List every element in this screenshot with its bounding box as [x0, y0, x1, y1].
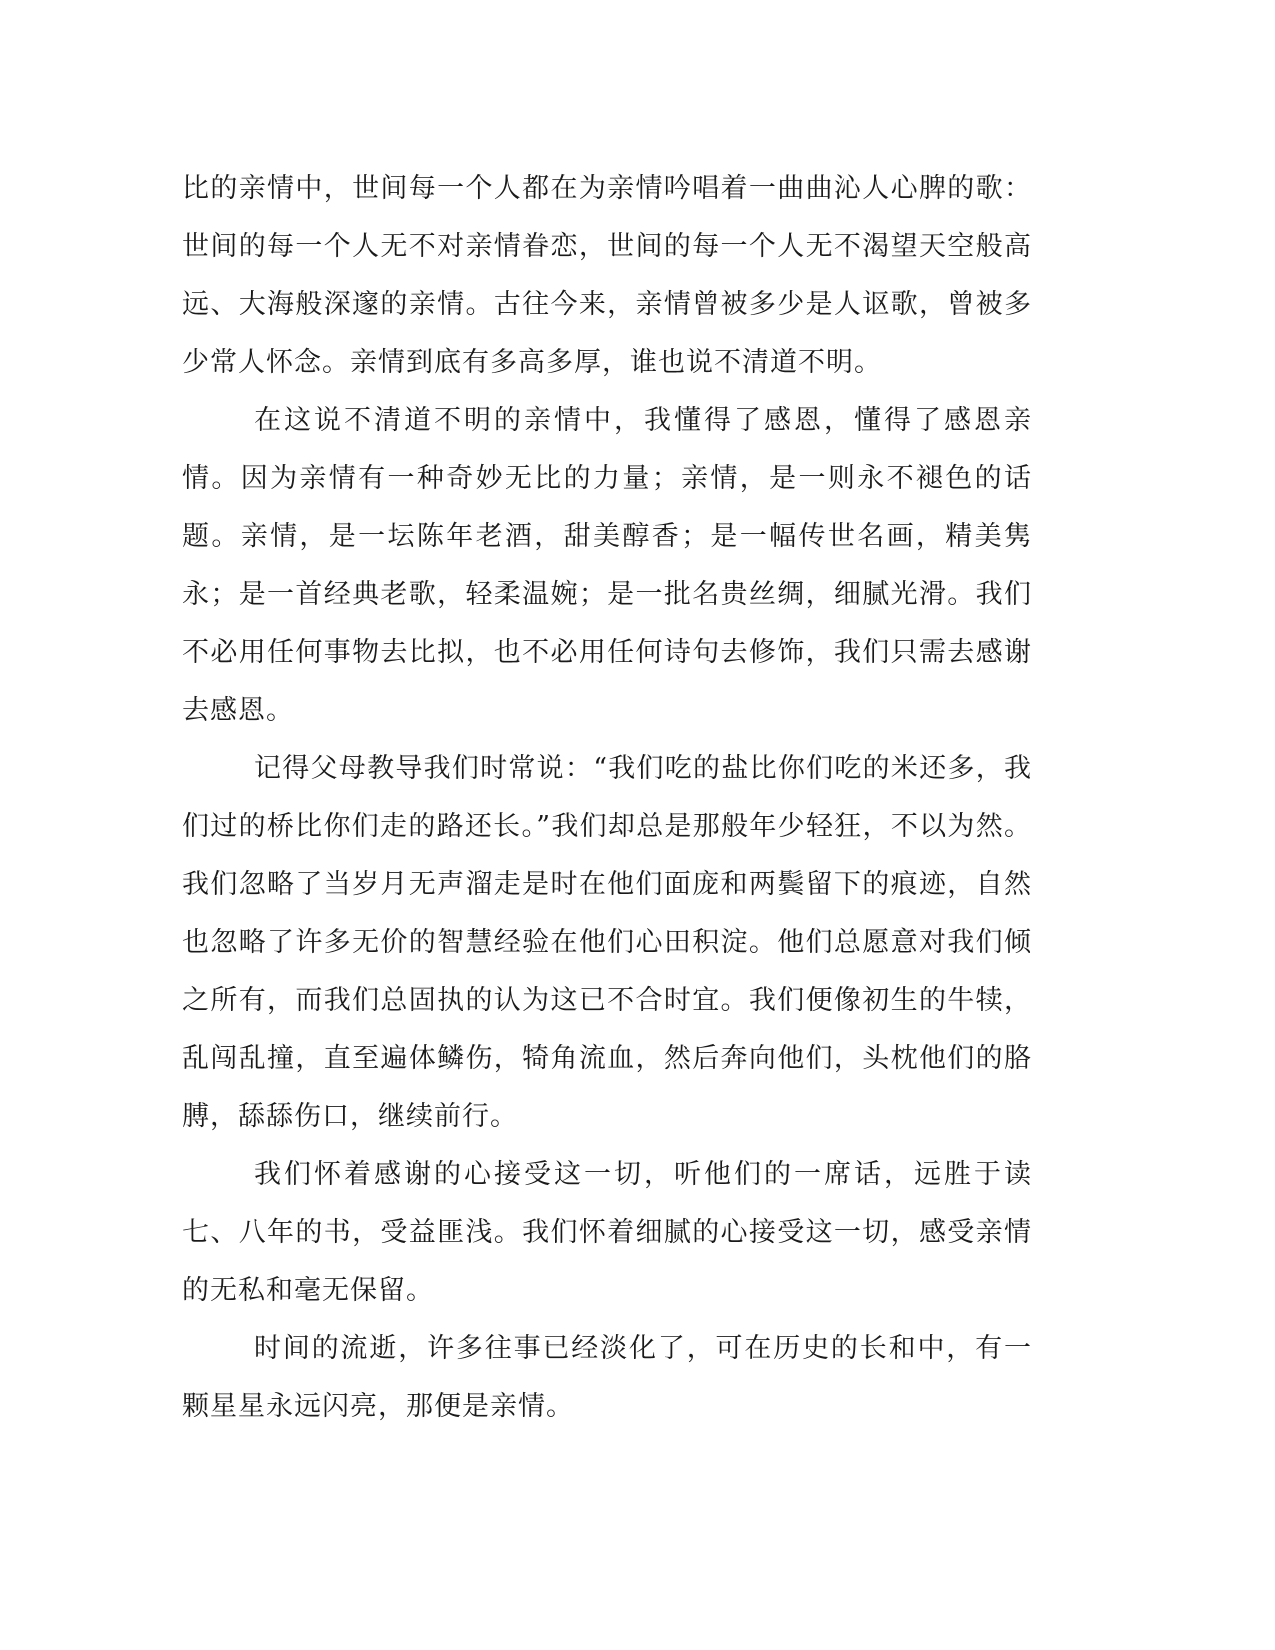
paragraph-2: 在这说不清道不明的亲情中，我懂得了感恩，懂得了感恩亲情。因为亲情有一种奇妙无比的力量；亲情，是一则永不褪色的话题。亲情，是一坛陈年老酒，甜美醇香；是一幅传世名画，精美隽永；是一首经典老歌，轻柔温婉；是一批名贵丝绸，细腻光滑。我们不必用任何事物去比拟，也不必用任何诗句去修饰，我们只需去感谢去感恩。 — [182, 405, 1032, 726]
paragraph-4: 我们怀着感谢的心接受这一切，听他们的一席话，远胜于读七、八年的书，受益匪浅。我们怀着细腻的心接受这一切，感受亲情的无私和毫无保留。 — [182, 1159, 1032, 1306]
paragraph-3: 记得父母教导我们时常说：“我们吃的盐比你们吃的米还多，我们过的桥比你们走的路还长。”我们却总是那般年少轻狂，不以为然。我们忽略了当岁月无声溜走是时在他们面庞和两鬓留下的痕迹，自然也忽略了许多无价的智慧经验在他们心田积淀。他们总愿意对我们倾之所有，而我们总固执的认为这已不合时宜。我们便像初生的牛犊，乱闯乱撞，直至遍体鳞伤，犄角流血，然后奔向他们，头枕他们的胳膊，舔舔伤口，继续前行。 — [182, 753, 1032, 1132]
paragraph-1: 比的亲情中，世间每一个人都在为亲情吟唱着一曲曲沁人心脾的歌：世间的每一个人无不对亲情眷恋，世间的每一个人无不渴望天空般高远、大海般深邃的亲情。古往今来，亲情曾被多少是人讴歌，曾被多少常人怀念。亲情到底有多高多厚，谁也说不清道不明。 — [182, 173, 1032, 378]
body-text — [182, 160, 1032, 1436]
paragraph-5: 时间的流逝，许多往事已经淡化了，可在历史的长和中，有一颗星星永远闪亮，那便是亲情。 — [182, 1333, 1032, 1422]
